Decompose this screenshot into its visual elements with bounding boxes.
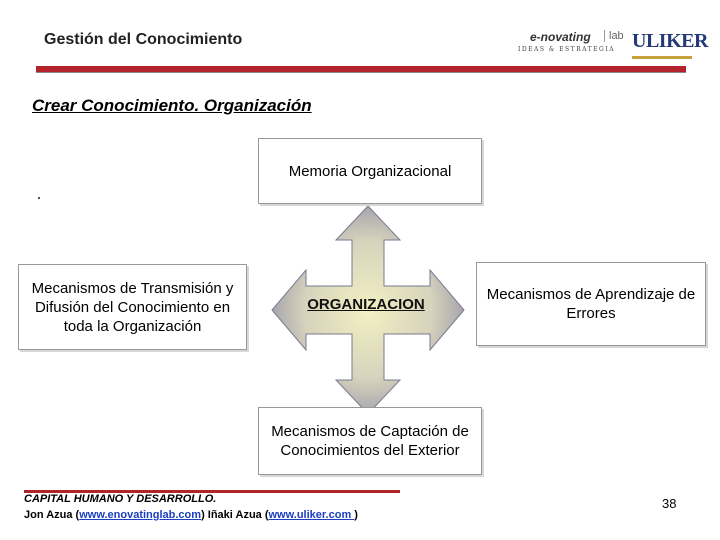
box-right-label: Mecanismos de Aprendizaje de Errores xyxy=(486,286,696,322)
uliker-link[interactable]: www.uliker.com xyxy=(268,509,355,521)
enovating-logo-name: e-novating xyxy=(530,30,591,44)
page-number: 38 xyxy=(662,496,677,511)
footer-author1: Jon Azua ( xyxy=(24,509,80,521)
footer-close: ) xyxy=(354,509,358,521)
header-grey-divider xyxy=(36,72,686,73)
uliker-logo-underline xyxy=(632,56,692,59)
uliker-logo-text: ULIKER xyxy=(632,30,708,52)
footer-author2: ) Iñaki Azua ( xyxy=(201,509,269,521)
bullet-dot xyxy=(38,197,40,199)
box-top-label: Memoria Organizacional xyxy=(288,162,452,180)
enovatinglab-link[interactable]: www.enovatinglab.com xyxy=(79,509,202,521)
center-label: ORGANIZACION xyxy=(307,296,425,313)
box-transmision-difusion xyxy=(18,264,247,350)
box-memoria-organizacional xyxy=(258,138,482,204)
enovating-logo-lab: lab xyxy=(604,30,624,42)
section-title: Crear Conocimiento. Organización xyxy=(32,96,312,115)
enovating-logo xyxy=(518,30,622,58)
box-bottom-label: Mecanismos de Captación de Conocimientos del Exterior xyxy=(271,423,469,459)
uliker-logo xyxy=(632,30,708,53)
box-captacion-conocimientos xyxy=(258,407,482,475)
box-aprendizaje-errores xyxy=(476,262,706,346)
header-title: Gestión del Conocimiento xyxy=(44,31,243,48)
box-left-label: Mecanismos de Transmisión y Difusión del Conocimiento en toda la Organización xyxy=(31,279,234,335)
footer-course-title: CAPITAL HUMANO Y DESARROLLO. xyxy=(24,493,217,505)
footer-authors xyxy=(24,509,358,521)
enovating-logo-tagline: IDEAS & ESTRATEGIA xyxy=(518,46,616,53)
